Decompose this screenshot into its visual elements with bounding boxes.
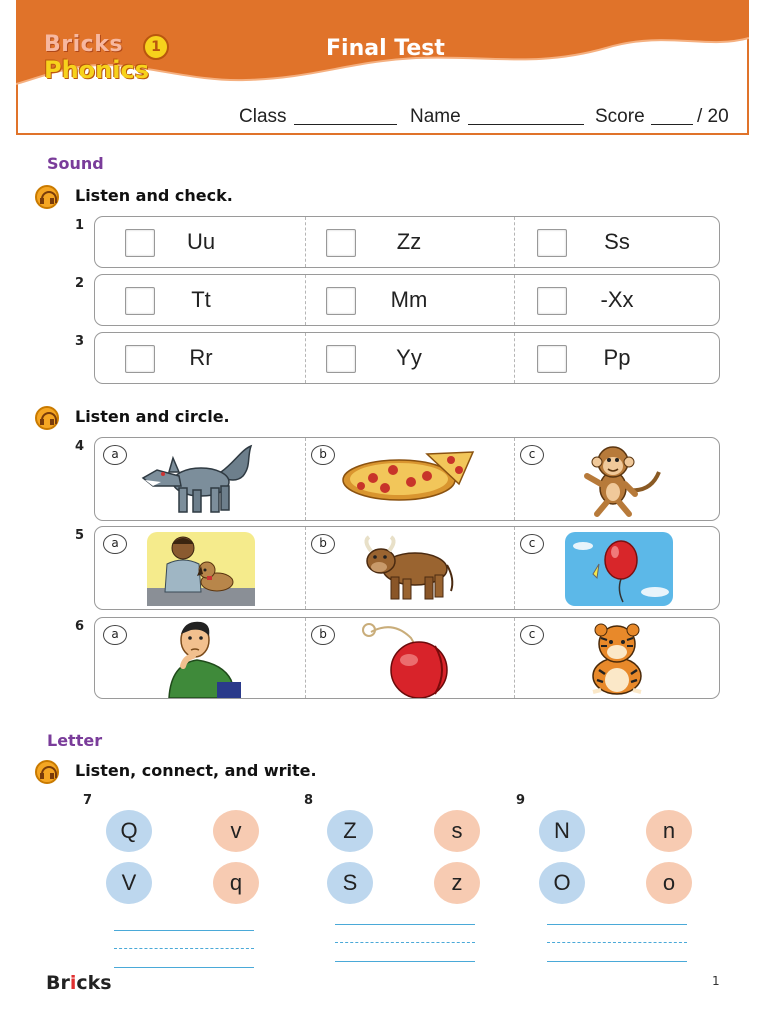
option-letter[interactable]: a: [103, 534, 127, 554]
headphones-icon[interactable]: [35, 406, 59, 430]
letter-bubble-lower[interactable]: q: [213, 862, 259, 904]
level-badge: 1: [143, 34, 169, 60]
checkbox[interactable]: [537, 229, 567, 257]
option-letter[interactable]: a: [103, 625, 127, 645]
logo-bricks-text: Bricks: [44, 32, 123, 57]
ox-picture[interactable]: [359, 535, 459, 605]
option-letter[interactable]: a: [103, 445, 127, 465]
monkey-picture[interactable]: [569, 442, 665, 518]
option-label: Yy: [396, 345, 422, 370]
option-letter[interactable]: c: [520, 534, 544, 554]
option-letter[interactable]: b: [311, 445, 335, 465]
writing-guide: [547, 942, 687, 943]
checkbox[interactable]: [125, 229, 155, 257]
score-field[interactable]: [651, 124, 693, 125]
picture-row-4: [94, 437, 720, 521]
option-label: -Xx: [600, 287, 634, 312]
instruction-check: Listen and check.: [75, 186, 233, 205]
check-row-3: [94, 332, 720, 384]
checkbox[interactable]: [125, 345, 155, 373]
writing-line[interactable]: [114, 930, 254, 931]
class-field[interactable]: [294, 124, 397, 125]
class-label: Class: [239, 106, 287, 127]
tiger-picture[interactable]: [571, 620, 661, 698]
writing-line[interactable]: [335, 924, 475, 925]
letter-bubble-upper[interactable]: V: [106, 862, 152, 904]
check-row-2: [94, 274, 720, 326]
option-letter[interactable]: c: [520, 445, 544, 465]
pizza-picture[interactable]: [341, 448, 475, 504]
letter-bubble-lower[interactable]: v: [213, 810, 259, 852]
name-label: Name: [410, 106, 461, 127]
name-field[interactable]: [468, 124, 584, 125]
letter-bubble-lower[interactable]: n: [646, 810, 692, 852]
checkbox[interactable]: [326, 229, 356, 257]
option-letter[interactable]: b: [311, 625, 335, 645]
checkbox[interactable]: [326, 345, 356, 373]
letter-bubble-upper[interactable]: S: [327, 862, 373, 904]
letter-bubble-upper[interactable]: Q: [106, 810, 152, 852]
yo-yo-picture[interactable]: [353, 620, 463, 698]
writing-baseline: [547, 961, 687, 962]
option-letter[interactable]: c: [520, 625, 544, 645]
writing-baseline: [335, 961, 475, 962]
option-letter[interactable]: b: [311, 534, 335, 554]
score-label: Score: [595, 106, 645, 127]
instruction-connect-write: Listen, connect, and write.: [75, 761, 317, 780]
vet-with-dog-picture[interactable]: [145, 530, 257, 608]
question-number: 3: [75, 334, 85, 349]
option-label: Rr: [189, 345, 213, 370]
question-number: 2: [75, 276, 85, 291]
writing-baseline: [114, 967, 254, 968]
picture-row-5: [94, 526, 720, 610]
page-title: Final Test: [326, 36, 445, 61]
question-number: 5: [75, 528, 85, 543]
section-title-letter: Letter: [47, 731, 103, 750]
checkbox[interactable]: [537, 345, 567, 373]
checkbox[interactable]: [326, 287, 356, 315]
question-number: 6: [75, 619, 85, 634]
letter-bubble-lower[interactable]: o: [646, 862, 692, 904]
question-number: 7: [83, 793, 93, 808]
option-label: Tt: [191, 287, 211, 312]
letter-bubble-upper[interactable]: O: [539, 862, 585, 904]
option-label: Zz: [396, 229, 422, 254]
letter-bubble-lower[interactable]: z: [434, 862, 480, 904]
question-number: 4: [75, 439, 85, 454]
page-number: 1: [712, 974, 720, 988]
balloon-picture[interactable]: [563, 530, 675, 608]
checkbox[interactable]: [537, 287, 567, 315]
headphones-icon[interactable]: [35, 185, 59, 209]
writing-line[interactable]: [547, 924, 687, 925]
option-label: Mm: [390, 287, 428, 312]
letter-bubble-upper[interactable]: N: [539, 810, 585, 852]
option-label: Uu: [186, 229, 216, 254]
picture-row-6: [94, 617, 720, 699]
section-title-sound: Sound: [47, 154, 104, 173]
question-number: 8: [304, 793, 314, 808]
writing-guide: [114, 948, 254, 949]
footer-brand-logo: Bricks: [46, 972, 112, 994]
check-row-1: [94, 216, 720, 268]
checkbox[interactable]: [125, 287, 155, 315]
logo-phonics-text: Phonics: [44, 56, 149, 84]
wolf-picture[interactable]: [139, 442, 259, 518]
instruction-circle: Listen and circle.: [75, 407, 230, 426]
letter-bubble-lower[interactable]: s: [434, 810, 480, 852]
score-total: / 20: [697, 106, 729, 127]
letter-bubble-upper[interactable]: Z: [327, 810, 373, 852]
question-number: 1: [75, 218, 85, 233]
option-label: Pp: [603, 345, 631, 370]
writing-guide: [335, 942, 475, 943]
option-label: Ss: [604, 229, 630, 254]
man-thinking-picture[interactable]: [157, 620, 247, 698]
question-number: 9: [516, 793, 526, 808]
headphones-icon[interactable]: [35, 760, 59, 784]
